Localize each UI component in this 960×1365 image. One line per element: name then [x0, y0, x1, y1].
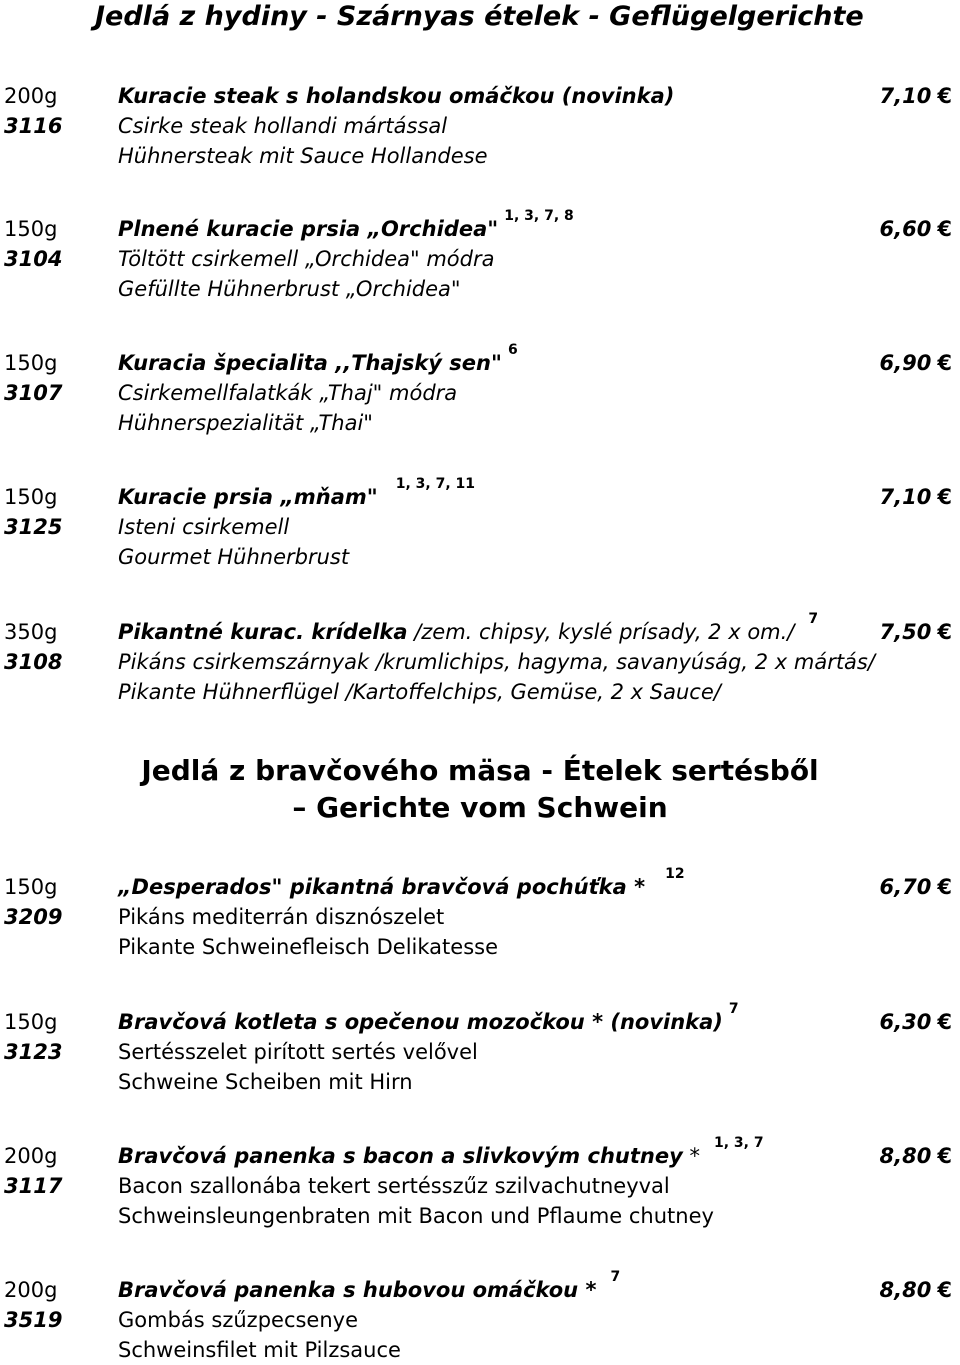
euro-icon: €: [937, 351, 952, 375]
section-title-pork-line1: Jedlá z bravčového mäsa - Ételek sertésből: [141, 754, 819, 787]
item-german-row: [0, 141, 960, 171]
item-weight: 200g: [4, 1144, 58, 1168]
item-price: [880, 214, 952, 244]
item-code: 3117: [4, 1174, 63, 1198]
item-name-hungarian: Pikáns mediterrán disznószelet: [118, 905, 445, 929]
item-weight: 150g: [4, 485, 58, 509]
item-marker: *: [682, 1144, 700, 1168]
item-hungarian-row: [0, 512, 960, 542]
item-name-text: Kuracia špecialita ,,Thajský sen": [118, 351, 502, 375]
item-weight: 150g: [4, 351, 58, 375]
menu-item: [0, 81, 960, 171]
item-name-hungarian: Gombás szűzpecsenye: [118, 1308, 359, 1332]
item-allergens: 1, 3, 7: [713, 1135, 764, 1151]
item-allergens: 7: [808, 611, 819, 627]
item-german-row: [0, 1335, 960, 1365]
item-name-text: Kuracie prsia „mňam": [118, 485, 378, 509]
item-allergens: 7: [728, 1001, 739, 1017]
item-hungarian-row: [0, 1037, 960, 1067]
item-code: 3209: [4, 905, 63, 929]
item-main-row: [0, 208, 960, 244]
item-hungarian-row: [0, 244, 960, 274]
item-name-german: Gourmet Hühnerbrust: [118, 545, 350, 569]
item-name-hungarian: Isteni csirkemell: [118, 515, 290, 539]
item-german-row: [0, 408, 960, 438]
item-price: [880, 1007, 952, 1037]
item-name: [118, 342, 518, 378]
item-allergens: 1, 3, 7, 8: [504, 208, 574, 224]
euro-icon: €: [937, 1278, 952, 1302]
item-code: 3519: [4, 1308, 63, 1332]
euro-icon: €: [937, 485, 952, 509]
item-hungarian-row: [0, 647, 960, 677]
item-name-german: Schweine Scheiben mit Hirn: [118, 1070, 413, 1094]
menu-item: [0, 342, 960, 438]
item-weight: 200g: [4, 84, 58, 108]
menu-item: [0, 1269, 960, 1365]
item-weight: 150g: [4, 875, 58, 899]
item-name-text: Bravčová kotleta s opečenou mozočkou * (novinka): [118, 1010, 723, 1034]
item-price-value: 7,10: [879, 485, 932, 509]
item-name-hungarian: Csirke steak hollandi mártással: [118, 114, 448, 138]
item-price: [880, 872, 952, 902]
item-allergens: 6: [507, 342, 518, 358]
item-main-row: [0, 81, 960, 111]
item-name-german: Gefüllte Hühnerbrust „Orchidea": [118, 277, 461, 301]
item-name-hungarian: Csirkemellfalatkák „Thaj" módra: [118, 381, 458, 405]
item-weight: 200g: [4, 1278, 58, 1302]
item-price: [880, 1275, 952, 1305]
item-weight: 150g: [4, 1010, 58, 1034]
item-name: [118, 611, 819, 647]
item-weight: 350g: [4, 620, 58, 644]
item-price: [880, 348, 952, 378]
item-weight: 150g: [4, 217, 58, 241]
item-main-row: [0, 342, 960, 378]
item-name: [118, 1001, 739, 1037]
item-name-text: Bravčová panenka s hubovou omáčkou *: [118, 1278, 597, 1302]
item-price: [880, 81, 952, 111]
item-name-text: Bravčová panenka s bacon a slivkovým chutney: [118, 1144, 683, 1168]
item-name: [118, 1135, 764, 1171]
item-name: [118, 1269, 621, 1305]
item-name-hungarian: Bacon szallonába tekert sertésszűz szilvachutneyval: [118, 1174, 670, 1198]
item-price-value: 6,30: [879, 1010, 932, 1034]
item-hungarian-row: [0, 378, 960, 408]
item-hungarian-row: [0, 902, 960, 932]
item-name-german: Schweinsfilet mit Pilzsauce: [118, 1338, 401, 1362]
menu-item: [0, 476, 960, 572]
item-code: 3107: [4, 381, 63, 405]
item-german-row: [0, 677, 960, 707]
item-german-row: [0, 542, 960, 572]
item-allergens: 1, 3, 7, 11: [395, 476, 476, 492]
section-title-pork-line2: – Gerichte vom Schwein: [292, 791, 668, 824]
section-title-pork: [0, 752, 960, 826]
item-price-value: 6,90: [879, 351, 932, 375]
euro-icon: €: [937, 217, 952, 241]
item-name-german: Hühnerspezialität „Thai": [118, 411, 373, 435]
item-price-value: 7,10: [879, 84, 932, 108]
item-code: 3123: [4, 1040, 63, 1064]
euro-icon: €: [937, 875, 952, 899]
menu-item: [0, 1135, 960, 1231]
item-price-value: 8,80: [879, 1278, 932, 1302]
item-name-text: Pikantné kurac. krídelka: [118, 620, 408, 644]
item-german-row: [0, 274, 960, 304]
item-price: [880, 482, 952, 512]
item-german-row: [0, 1201, 960, 1231]
item-price-value: 8,80: [879, 1144, 932, 1168]
item-code: 3116: [4, 114, 63, 138]
item-name-hungarian: Pikáns csirkemszárnyak /krumlichips, hagyma, savanyúság, 2 x mártás/: [118, 650, 875, 674]
item-name-hungarian: Töltött csirkemell „Orchidea" módra: [118, 247, 495, 271]
section-title-poultry: Jedlá z hydiny - Szárnyas ételek - Geflügelgerichte: [95, 1, 864, 32]
item-hungarian-row: [0, 1171, 960, 1201]
item-allergens: 7: [610, 1269, 621, 1285]
item-price: [880, 1141, 952, 1171]
item-price-value: 7,50: [879, 620, 932, 644]
item-name: [118, 81, 674, 111]
euro-icon: €: [937, 620, 952, 644]
item-allergens: 12: [665, 866, 685, 882]
item-name-german: Pikante Hühnerflügel /Kartoffelchips, Gemüse, 2 x Sauce/: [118, 680, 721, 704]
item-code: 3104: [4, 247, 63, 271]
menu-item: [0, 1001, 960, 1097]
menu-item: [0, 611, 960, 707]
menu-item: [0, 866, 960, 962]
item-price-value: 6,60: [879, 217, 932, 241]
euro-icon: €: [937, 1144, 952, 1168]
item-hungarian-row: [0, 111, 960, 141]
item-name-german: Pikante Schweinefleisch Delikatesse: [118, 935, 499, 959]
item-main-row: [0, 1269, 960, 1305]
item-code: 3125: [4, 515, 63, 539]
item-price: [880, 617, 952, 647]
item-name-german: Schweinsleungenbraten mit Bacon und Pflaume chutney: [118, 1204, 714, 1228]
item-side-dishes: /zem. chipsy, kyslé prísady, 2 x om./: [407, 620, 795, 644]
item-hungarian-row: [0, 1305, 960, 1335]
menu-item: [0, 208, 960, 304]
item-code: 3108: [4, 650, 63, 674]
item-name-text: Plnené kuracie prsia „Orchidea": [118, 217, 499, 241]
euro-icon: €: [937, 1010, 952, 1034]
item-name-text: Kuracie steak s holandskou omáčkou (novinka): [118, 84, 675, 108]
item-price-value: 6,70: [879, 875, 932, 899]
item-main-row: [0, 866, 960, 902]
item-german-row: [0, 1067, 960, 1097]
item-name: [118, 866, 685, 902]
item-main-row: [0, 611, 960, 647]
item-main-row: [0, 1135, 960, 1171]
item-main-row: [0, 476, 960, 512]
item-german-row: [0, 932, 960, 962]
item-main-row: [0, 1001, 960, 1037]
item-name-german: Hühnersteak mit Sauce Hollandese: [118, 144, 488, 168]
item-name-text: „Desperados" pikantná bravčová pochúťka *: [118, 875, 646, 899]
item-name: [118, 476, 476, 512]
euro-icon: €: [937, 84, 952, 108]
item-name: [118, 208, 574, 244]
item-name-hungarian: Sertésszelet pirított sertés velővel: [118, 1040, 478, 1064]
